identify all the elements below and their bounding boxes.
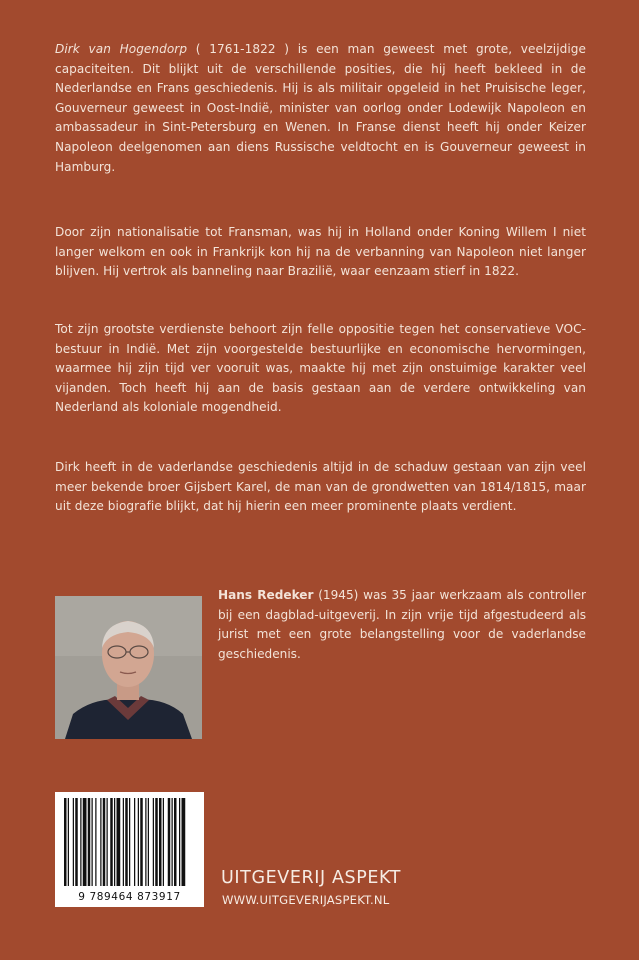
barcode-bar [138, 798, 139, 886]
blurb-paragraph-1-text: ( 1761-1822 ) is een man geweest met grote, veelzijdige capaciteiten. Dit blijkt uit de verschillende posities, die hij heeft bekleed in de Nederlandse en Frans geschiedenis. Hij is als militair opgeleid in het Pruisische leger, Gouverneur geweest in Oost-Indië, minister van oorlog onder Lodewijk Napoleon en ambassadeur in Sint-Petersburg en Wenen. In Franse dienst heeft hij onder Keizer Napoleon deelgenomen aan diens Russische veldtocht en is Gouverneur geweest in Hamburg. [55, 42, 586, 174]
barcode-bars [55, 792, 204, 907]
barcode-bar [125, 798, 128, 886]
blurb-paragraph-2: Door zijn nationalisatie tot Fransman, was hij in Holland onder Koning Willem I niet langer welkom en ook in Frankrijk kon hij na de verbanning van Napoleon niet langer blijven. Hij vertrok als banneling naar Brazilië, waar eenzaam stierf in 1822. [55, 225, 586, 279]
author-name: Hans Redeker [218, 588, 314, 602]
author-photo [55, 596, 202, 739]
blurb-paragraph-4: Dirk heeft in de vaderlandse geschiedenis altijd in de schaduw gestaan van zijn veel meer bekende broer Gijsbert Karel, de man van de grondwetten van 1814/1815, maar uit deze biografie blijkt, dat hij hierin een meer prominente plaats verdient. [55, 460, 586, 514]
barcode-bar [153, 798, 154, 886]
barcode-bar [155, 798, 158, 886]
barcode-bar [159, 798, 162, 886]
author-bio [218, 586, 586, 664]
publisher-name: UITGEVERIJ ASPEKT [221, 868, 402, 888]
publisher-website: WWW.UITGEVERIJASPEKT.NL [222, 893, 390, 907]
barcode-bar [110, 798, 113, 886]
subject-name: Dirk van Hogendorp [55, 42, 188, 56]
barcode-bar [145, 798, 146, 886]
barcode-bar [163, 798, 164, 886]
isbn-number: 9 789464 873917 [78, 891, 181, 903]
barcode-bar [134, 798, 135, 886]
barcode-bar [182, 798, 186, 886]
author-bio-text: (1945) was 35 jaar werkzaam als controller bij een dagblad-uitgeverij. In zijn vrije tijd afgestudeerd als jurist met een grote belangstelling voor de vaderlandse geschiedenis. [218, 588, 586, 661]
barcode-bar [92, 798, 93, 886]
barcode-bar [168, 798, 171, 886]
barcode-bar [148, 798, 149, 886]
barcode-bar [75, 798, 78, 886]
barcode-bar [172, 798, 173, 886]
barcode-bar [123, 798, 124, 886]
barcode-bar [64, 798, 67, 886]
barcode-bar [107, 798, 108, 886]
barcode-bar [68, 798, 69, 886]
barcode-bar [174, 798, 177, 886]
barcode-bar [103, 798, 106, 886]
blurb-paragraph-1 [55, 40, 586, 177]
barcode-bar [117, 798, 121, 886]
barcode-bar [95, 798, 96, 886]
barcode-bar [114, 798, 115, 886]
barcode-bar [83, 798, 87, 886]
barcode-bar [179, 798, 180, 886]
barcode-bar [100, 798, 101, 886]
isbn-barcode [55, 792, 204, 907]
barcode-bar [88, 798, 91, 886]
barcode-bar [129, 798, 130, 886]
blurb-paragraph-3: Tot zijn grootste verdienste behoort zijn felle oppositie tegen het conservatieve VOC-bestuur in Indië. Met zijn voorgestelde bestuurlijke en economische hervormingen, waarmee hij zijn tijd ver vooruit was, maakte hij met zijn onstuimige karakter veel vijanden. Toch heeft hij aan de basis gestaan aan de verdere ontwikkeling van Nederland als koloniale mogendheid. [55, 322, 586, 415]
barcode-bar [73, 798, 74, 886]
barcode-bar [80, 798, 81, 886]
barcode-bar [140, 798, 143, 886]
